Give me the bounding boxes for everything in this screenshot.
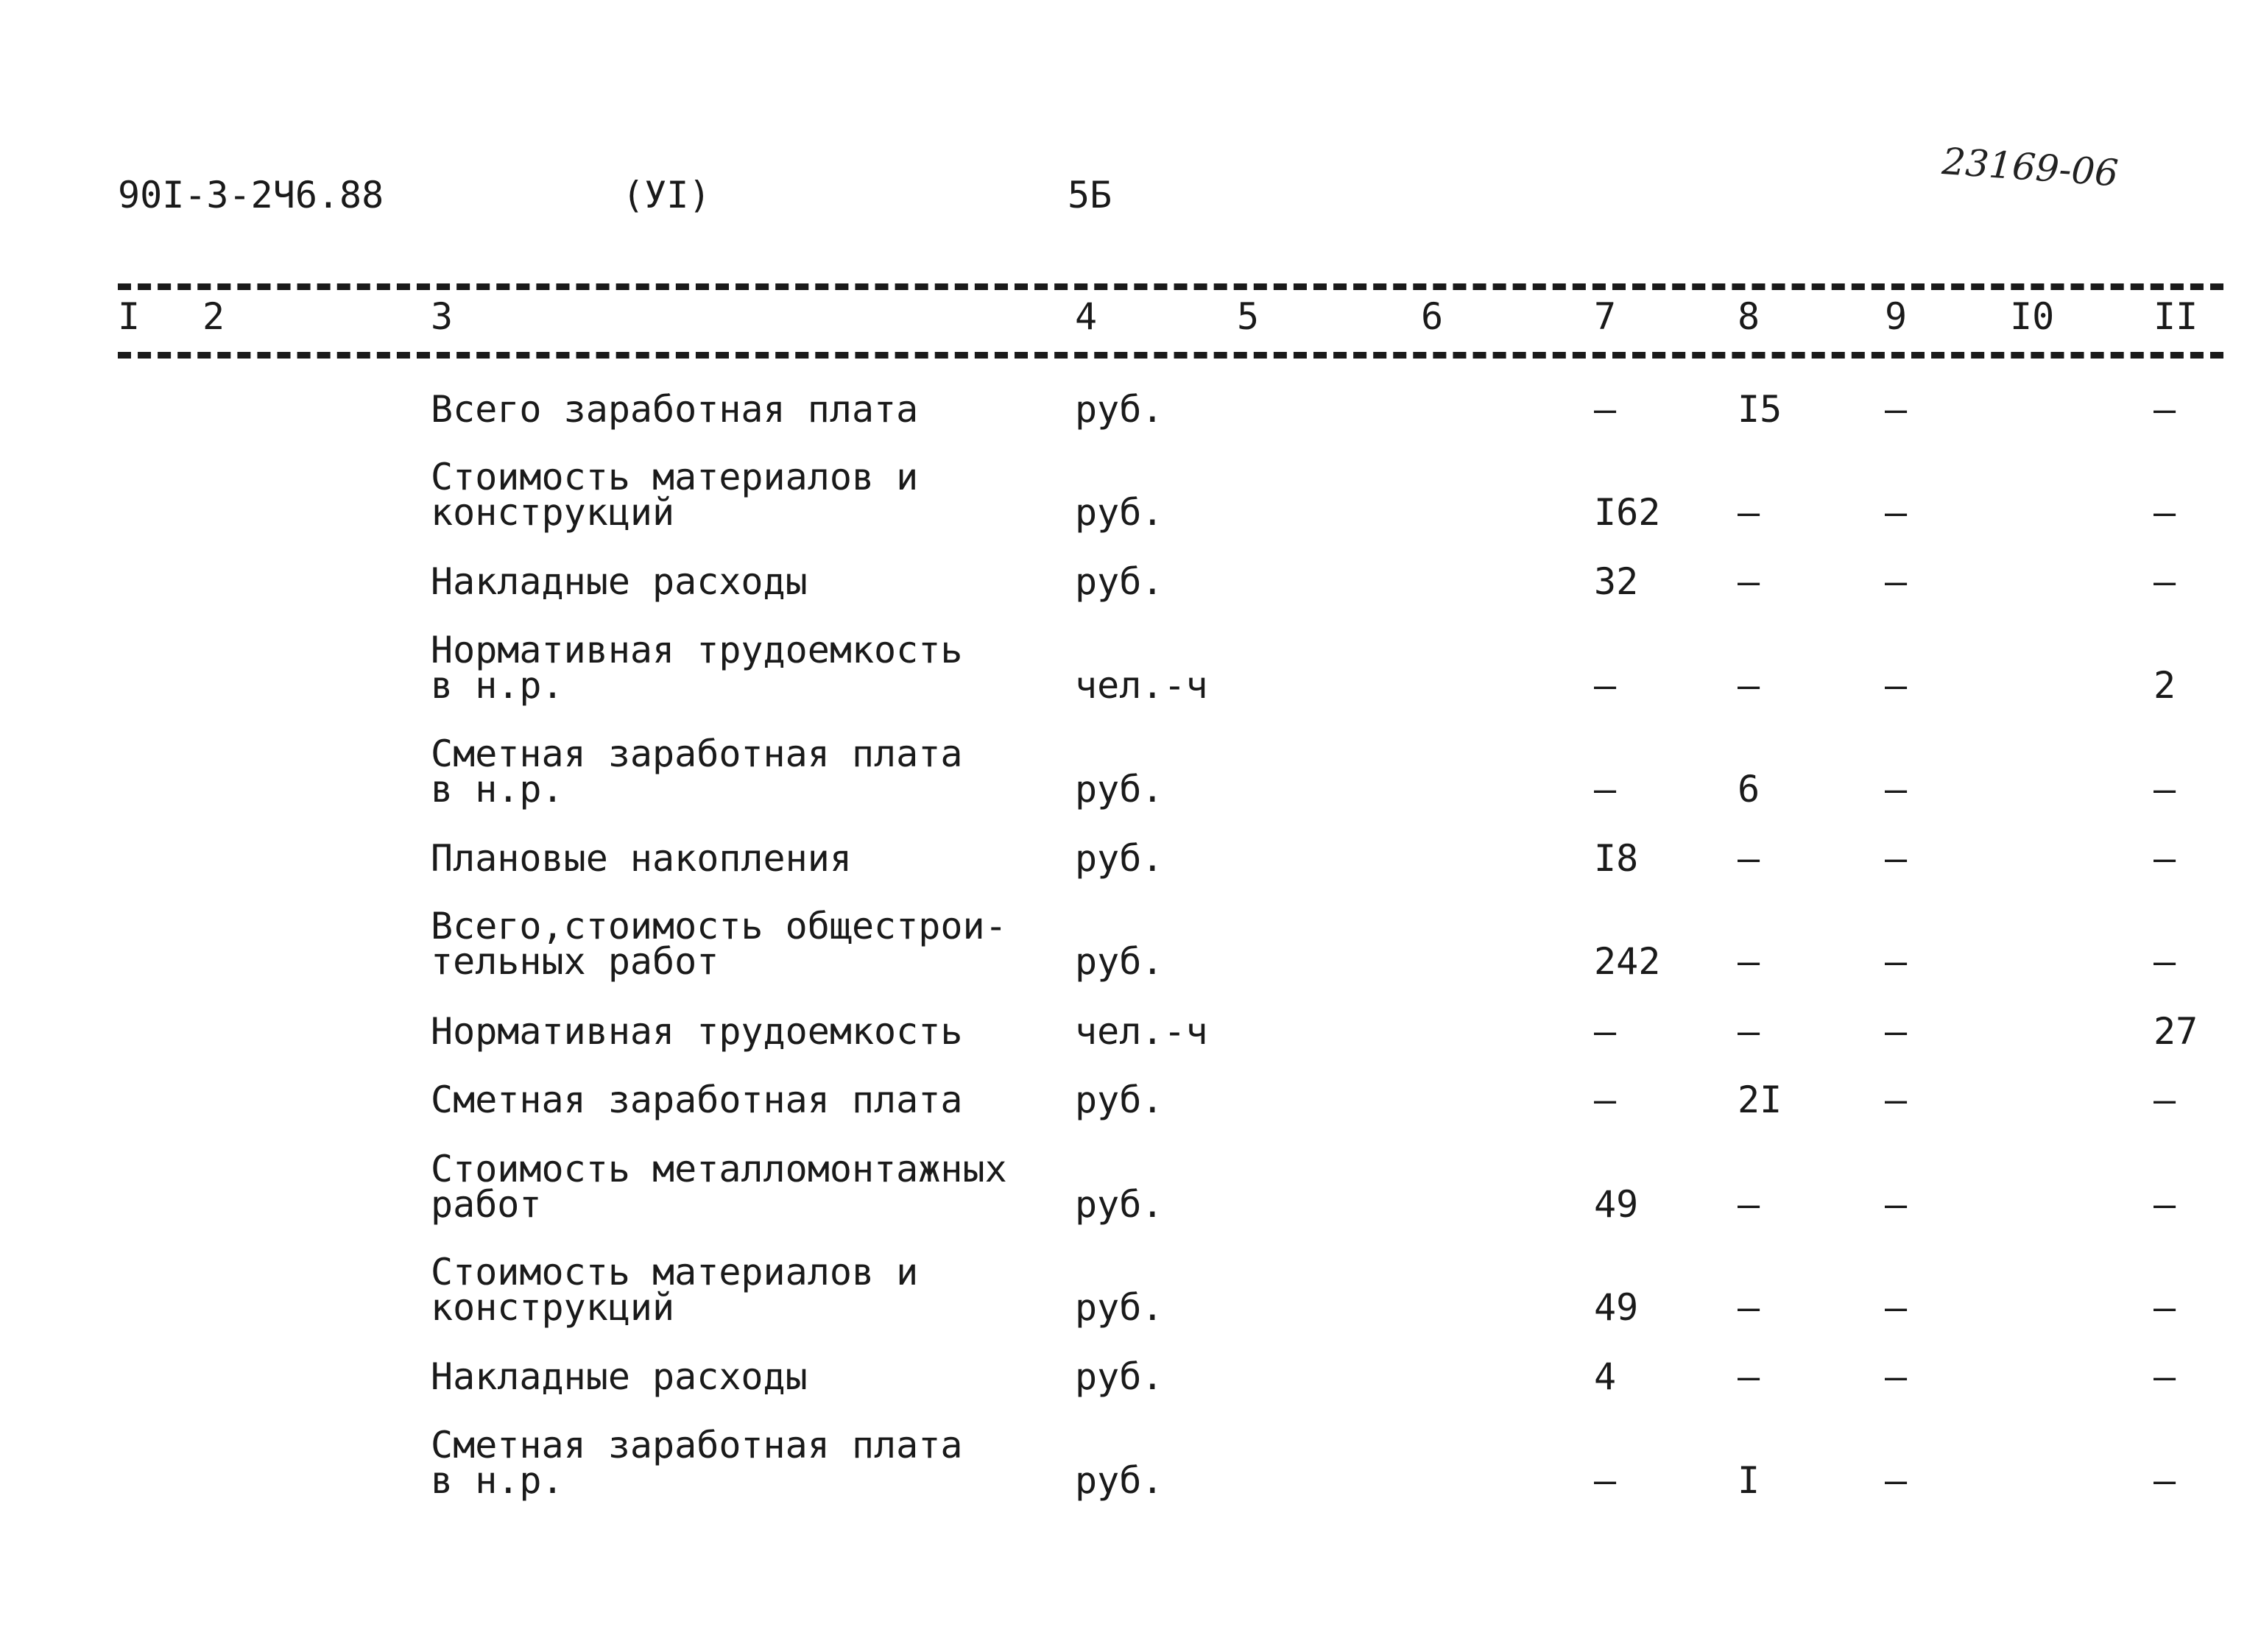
- cell-col-11: –: [2154, 1355, 2176, 1398]
- page-number: 5Б: [1068, 174, 1112, 216]
- row-description: Нормативная трудоемкость: [431, 1010, 963, 1053]
- row-unit: руб.: [1075, 1286, 1164, 1329]
- row-description: Сметная заработная плата: [431, 1079, 963, 1121]
- row-description: Всего,стоимость общестрои- тельных работ: [431, 905, 1007, 983]
- cell-col-7: 4: [1594, 1355, 1617, 1398]
- row-description: Накладные расходы: [431, 1355, 808, 1398]
- cell-col-7: –: [1594, 1010, 1617, 1053]
- cell-col-9: –: [1885, 1183, 1908, 1226]
- cell-col-9: –: [1885, 664, 1908, 707]
- column-number-9: 9: [1885, 295, 1908, 338]
- cell-col-8: –: [1738, 491, 1760, 534]
- row-description: Сметная заработная плата в н.р.: [431, 1424, 963, 1502]
- cell-col-7: –: [1594, 768, 1617, 811]
- cell-col-7: I62: [1594, 491, 1661, 534]
- cell-col-11: –: [2154, 560, 2176, 603]
- column-number-5: 5: [1237, 295, 1260, 338]
- cell-col-8: 2I: [1738, 1079, 1782, 1121]
- row-description: Стоимость материалов и конструкций: [431, 456, 919, 534]
- row-description: Стоимость металломонтажных работ: [431, 1148, 1007, 1226]
- cell-col-7: 49: [1594, 1286, 1639, 1329]
- column-number-10: I0: [2010, 295, 2055, 338]
- row-unit: чел.-ч: [1075, 664, 1208, 707]
- row-unit: руб.: [1075, 1079, 1164, 1121]
- cell-col-8: I: [1738, 1459, 1760, 1502]
- cell-col-7: 49: [1594, 1183, 1639, 1226]
- row-unit: руб.: [1075, 1355, 1164, 1398]
- cell-col-9: –: [1885, 1286, 1908, 1329]
- cell-col-9: –: [1885, 491, 1908, 534]
- cell-col-11: –: [2154, 1286, 2176, 1329]
- column-number-2: 2: [202, 295, 225, 338]
- cell-col-7: 32: [1594, 560, 1639, 603]
- cell-col-9: –: [1885, 560, 1908, 603]
- cell-col-8: I5: [1738, 388, 1782, 431]
- cell-col-7: I8: [1594, 837, 1639, 880]
- document-code: 90I-3-2Ч6.88: [118, 174, 384, 216]
- cell-col-8: –: [1738, 560, 1760, 603]
- cell-col-11: –: [2154, 491, 2176, 534]
- row-unit: руб.: [1075, 491, 1164, 534]
- cell-col-11: –: [2154, 1183, 2176, 1226]
- cell-col-11: –: [2154, 940, 2176, 983]
- cell-col-11: –: [2154, 388, 2176, 431]
- row-unit: руб.: [1075, 768, 1164, 811]
- cell-col-8: –: [1738, 1286, 1760, 1329]
- column-number-8: 8: [1738, 295, 1760, 338]
- cell-col-7: –: [1594, 664, 1617, 707]
- column-number-7: 7: [1594, 295, 1617, 338]
- cell-col-8: –: [1738, 940, 1760, 983]
- cell-col-8: 6: [1738, 768, 1760, 811]
- cell-col-7: 242: [1594, 940, 1661, 983]
- handwritten-number: 23169-06: [1940, 140, 2120, 195]
- cell-col-9: –: [1885, 940, 1908, 983]
- column-number-11: II: [2154, 295, 2198, 338]
- cell-col-11: –: [2154, 837, 2176, 880]
- column-number-4: 4: [1075, 295, 1098, 338]
- row-unit: руб.: [1075, 1183, 1164, 1226]
- column-number-6: 6: [1421, 295, 1444, 338]
- row-description: Плановые накопления: [431, 837, 852, 880]
- cell-col-9: –: [1885, 1010, 1908, 1053]
- cell-col-7: –: [1594, 1459, 1617, 1502]
- column-number-1: I: [118, 295, 141, 338]
- cell-col-9: –: [1885, 1459, 1908, 1502]
- cell-col-7: –: [1594, 1079, 1617, 1121]
- row-unit: руб.: [1075, 837, 1164, 880]
- cell-col-8: –: [1738, 664, 1760, 707]
- row-description: Нормативная трудоемкость в н.р.: [431, 629, 963, 707]
- column-number-3: 3: [431, 295, 454, 338]
- cell-col-8: –: [1738, 837, 1760, 880]
- row-description: Всего заработная плата: [431, 388, 919, 431]
- row-description: Накладные расходы: [431, 560, 808, 603]
- cell-col-8: –: [1738, 1183, 1760, 1226]
- cell-col-8: –: [1738, 1355, 1760, 1398]
- row-description: Стоимость материалов и конструкций: [431, 1251, 919, 1329]
- cell-col-8: –: [1738, 1010, 1760, 1053]
- row-unit: руб.: [1075, 940, 1164, 983]
- row-unit: руб.: [1075, 1459, 1164, 1502]
- cell-col-11: 2: [2154, 664, 2176, 707]
- cell-col-11: –: [2154, 768, 2176, 811]
- cell-col-11: –: [2154, 1459, 2176, 1502]
- cell-col-9: –: [1885, 768, 1908, 811]
- row-unit: чел.-ч: [1075, 1010, 1208, 1053]
- row-unit: руб.: [1075, 388, 1164, 431]
- document-part: (УI): [622, 174, 711, 216]
- cell-col-9: –: [1885, 1355, 1908, 1398]
- cell-col-9: –: [1885, 837, 1908, 880]
- cell-col-9: –: [1885, 1079, 1908, 1121]
- cell-col-11: –: [2154, 1079, 2176, 1121]
- cell-col-9: –: [1885, 388, 1908, 431]
- row-description: Сметная заработная плата в н.р.: [431, 733, 963, 811]
- row-unit: руб.: [1075, 560, 1164, 603]
- cell-col-11: 27: [2154, 1010, 2198, 1053]
- cell-col-7: –: [1594, 388, 1617, 431]
